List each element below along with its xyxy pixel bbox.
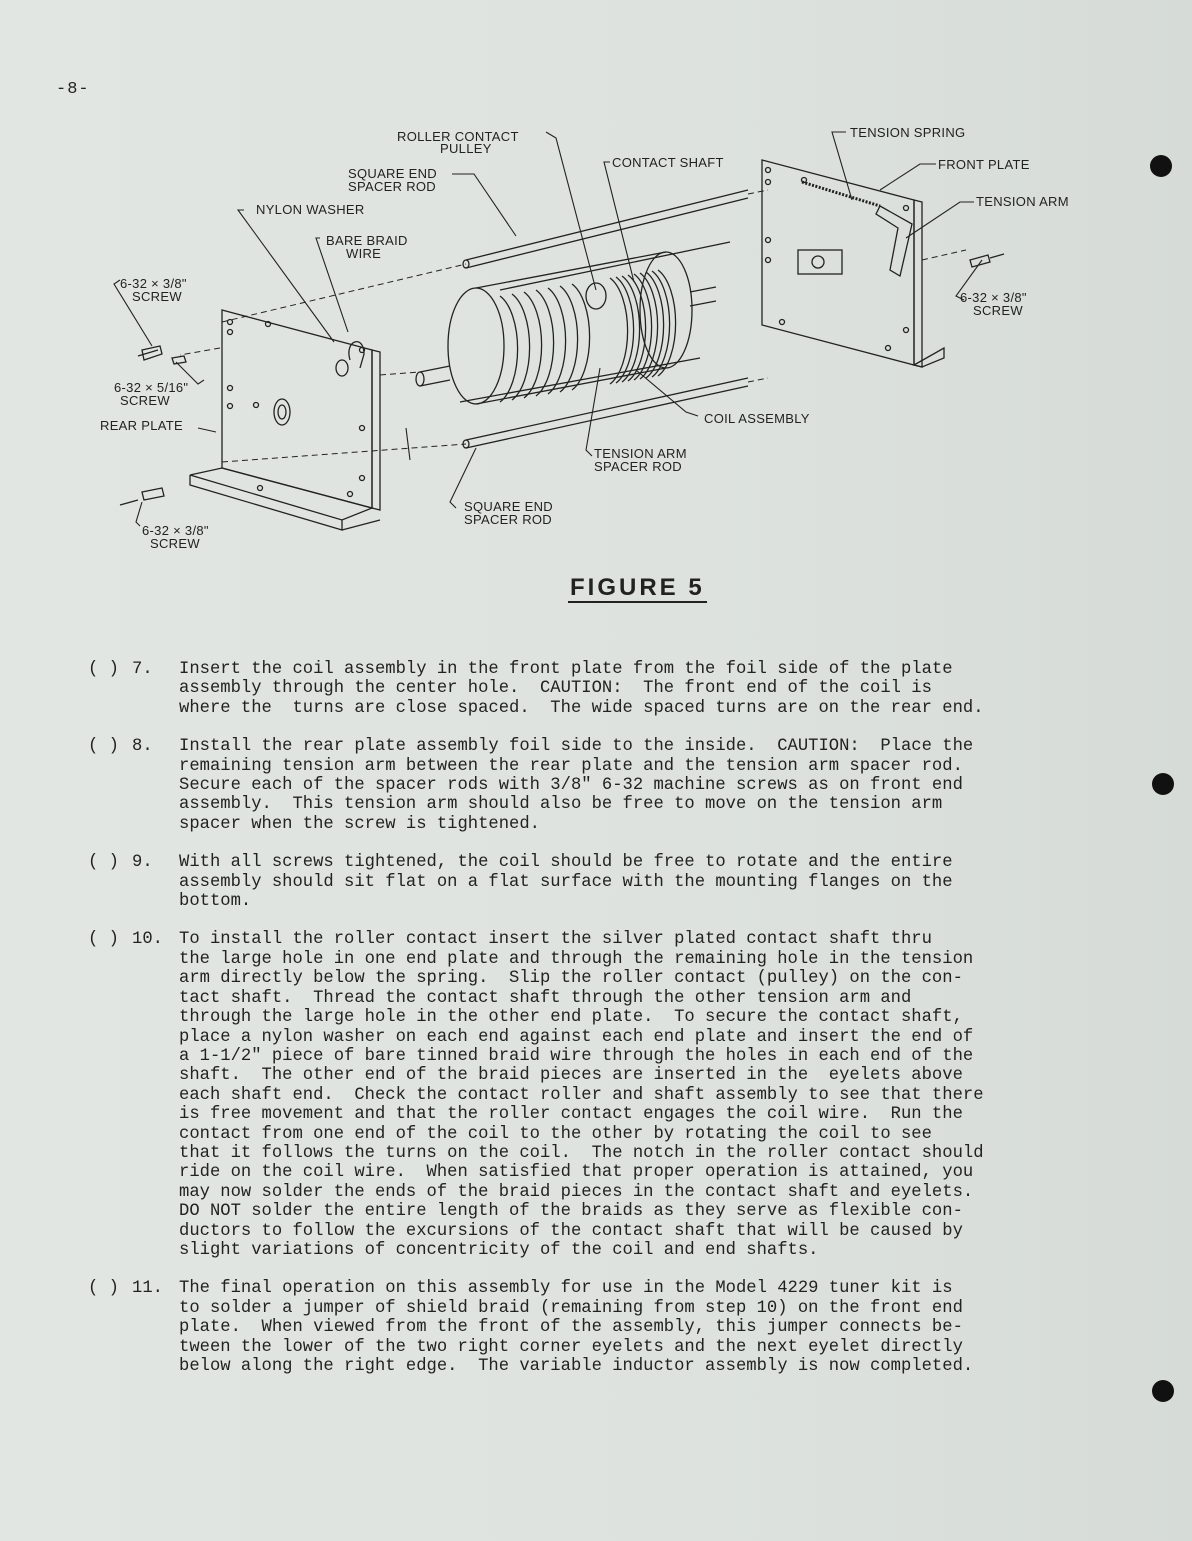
label-coil-assembly: COIL ASSEMBLY — [704, 411, 810, 426]
binder-hole-bottom — [1152, 1380, 1174, 1402]
step-text — [179, 1279, 1098, 1376]
step-line: Install the rear plate assembly foil side to the inside. CAUTION: Place the — [179, 737, 974, 757]
assembly-steps — [88, 660, 1098, 1395]
step-line: ride on the coil wire. When satisfied that proper operation is attained, you — [179, 1163, 974, 1183]
step-text — [179, 660, 1098, 718]
step-9 — [88, 853, 1098, 911]
step-line: arm directly below the spring. Slip the roller contact (pulley) on the con- — [179, 969, 963, 989]
step-text — [179, 737, 1098, 834]
step-line: plate. When viewed from the front of the assembly, this jumper connects be- — [179, 1318, 963, 1338]
step-line: assembly through the center hole. CAUTION: The front end of the coil is — [179, 679, 932, 699]
label-tension-arm-spacer-2: SPACER ROD — [594, 459, 682, 474]
step-checkbox[interactable]: ( ) — [88, 930, 119, 950]
step-line: place a nylon washer on each end against each end plate and insert the end of — [179, 1027, 974, 1047]
step-line: shaft. The other end of the braid pieces are inserted in the eyelets above — [179, 1066, 963, 1086]
step-line: remaining tension arm between the rear plate and the tension arm spacer rod. — [179, 756, 963, 776]
step-line: contact from one end of the coil to the other by rotating the coil to see — [179, 1124, 932, 1144]
spacer-rods-drawing — [460, 190, 748, 448]
page-number: -8- — [56, 80, 90, 99]
step-number: 11. — [132, 1279, 163, 1299]
label-bare-braid-2: WIRE — [346, 246, 382, 261]
label-screw-mid-2: SCREW — [120, 393, 170, 408]
step-line: may now solder the ends of the braid pieces in the contact shaft and eyelets. — [179, 1182, 974, 1202]
coil-assembly-drawing — [416, 252, 716, 404]
step-line: Insert the coil assembly in the front plate from the foil side of the plate — [179, 660, 953, 679]
screws-drawing — [120, 254, 1004, 505]
step-line: With all screws tightened, the coil should be free to rotate and the entire — [179, 853, 953, 873]
rear-plate-drawing — [190, 310, 380, 530]
front-plate-drawing — [762, 160, 944, 367]
step-line: assembly should sit flat on a flat surface with the mounting flanges on the — [179, 872, 953, 892]
step-line: ductors to follow the excursions of the contact shaft that will be caused by — [179, 1221, 963, 1241]
step-line: where the turns are close spaced. The wide spaced turns are on the rear end. — [179, 698, 984, 718]
step-text — [179, 853, 1098, 911]
step-number: 10. — [132, 930, 163, 950]
label-square-end-top-2: SPACER ROD — [348, 179, 436, 194]
step-line: each shaft end. Check the contact roller and shaft assembly to see that there — [179, 1085, 984, 1105]
step-line: To install the roller contact insert the silver plated contact shaft thru — [179, 930, 932, 950]
step-line: the large hole in one end plate and through the remaining hole in the tension — [179, 949, 974, 969]
label-contact-shaft: CONTACT SHAFT — [612, 155, 724, 170]
label-roller-contact-2: PULLEY — [440, 141, 492, 156]
step-line: spacer when the screw is tightened. — [179, 814, 540, 834]
label-tension-spring: TENSION SPRING — [850, 125, 966, 140]
label-screw-right-2: SCREW — [973, 303, 1023, 318]
label-screw-bottom-2: SCREW — [150, 536, 200, 551]
step-line: assembly. This tension arm should also be free to move on the tension arm — [179, 795, 943, 815]
step-number: 8. — [132, 737, 153, 757]
label-nylon-washer: NYLON WASHER — [256, 202, 365, 217]
step-line: bottom. — [179, 892, 252, 912]
alignment-lines — [180, 190, 966, 462]
step-line: tween the lower of the two right corner eyelets and the next eyelet directly — [179, 1337, 963, 1357]
label-tension-arm-spacer-1: TENSION ARM — [594, 446, 687, 461]
step-line: a 1-1/2" piece of bare tinned braid wire through the holes in each end of the — [179, 1046, 974, 1066]
label-rear-plate: REAR PLATE — [100, 418, 183, 433]
label-screw-bottom-1: 6-32 × 3/8" — [142, 523, 209, 538]
figure-5-exploded-diagram — [80, 110, 1120, 580]
step-line: Secure each of the spacer rods with 3/8" 6-32 machine screws as on front end — [179, 776, 963, 796]
binder-hole-top — [1150, 155, 1172, 177]
step-line: to solder a jumper of shield braid (remaining from step 10) on the front end — [179, 1298, 963, 1318]
step-checkbox[interactable]: ( ) — [88, 853, 119, 873]
step-line: slight variations of concentricity of the coil and end shafts. — [179, 1240, 819, 1260]
label-square-end-bottom-2: SPACER ROD — [464, 512, 552, 527]
step-line: The final operation on this assembly for use in the Model 4229 tuner kit is — [179, 1279, 953, 1299]
label-bare-braid-1: BARE BRAID — [326, 233, 408, 248]
step-line: below along the right edge. The variable inductor assembly is now completed. — [179, 1357, 974, 1376]
step-checkbox[interactable]: ( ) — [88, 660, 119, 679]
step-line: DO NOT solder the entire length of the braids as they serve as flexible con- — [179, 1202, 963, 1222]
label-screw-right-1: 6-32 × 3/8" — [960, 290, 1027, 305]
binder-hole-middle — [1152, 773, 1174, 795]
label-square-end-bottom-1: SQUARE END — [464, 499, 553, 514]
step-7 — [88, 660, 1098, 718]
step-checkbox[interactable]: ( ) — [88, 1279, 119, 1299]
label-front-plate: FRONT PLATE — [938, 157, 1030, 172]
step-text — [179, 930, 1098, 1260]
step-line: through the large hole in the other end plate. To secure the contact shaft, — [179, 1008, 963, 1028]
leader-lines — [114, 132, 982, 526]
label-roller-contact-1: ROLLER CONTACT — [397, 129, 519, 144]
label-screw-left-top-2: SCREW — [132, 289, 182, 304]
step-11 — [88, 1279, 1098, 1376]
step-line: tact shaft. Thread the contact shaft through the other tension arm and — [179, 988, 912, 1008]
label-square-end-top-1: SQUARE END — [348, 166, 437, 181]
step-line: is free movement and that the roller contact engages the coil wire. Run the — [179, 1105, 963, 1125]
label-screw-mid-1: 6-32 × 5/16" — [114, 380, 189, 395]
step-8 — [88, 737, 1098, 834]
step-10 — [88, 930, 1098, 1260]
label-tension-arm: TENSION ARM — [976, 194, 1069, 209]
step-number: 7. — [132, 660, 153, 679]
figure-caption: FIGURE 5 — [570, 574, 705, 601]
step-number: 9. — [132, 853, 153, 873]
label-screw-left-top-1: 6-32 × 3/8" — [120, 276, 187, 291]
step-line: that it follows the turns on the coil. The notch in the roller contact should — [179, 1143, 984, 1163]
step-checkbox[interactable]: ( ) — [88, 737, 119, 757]
